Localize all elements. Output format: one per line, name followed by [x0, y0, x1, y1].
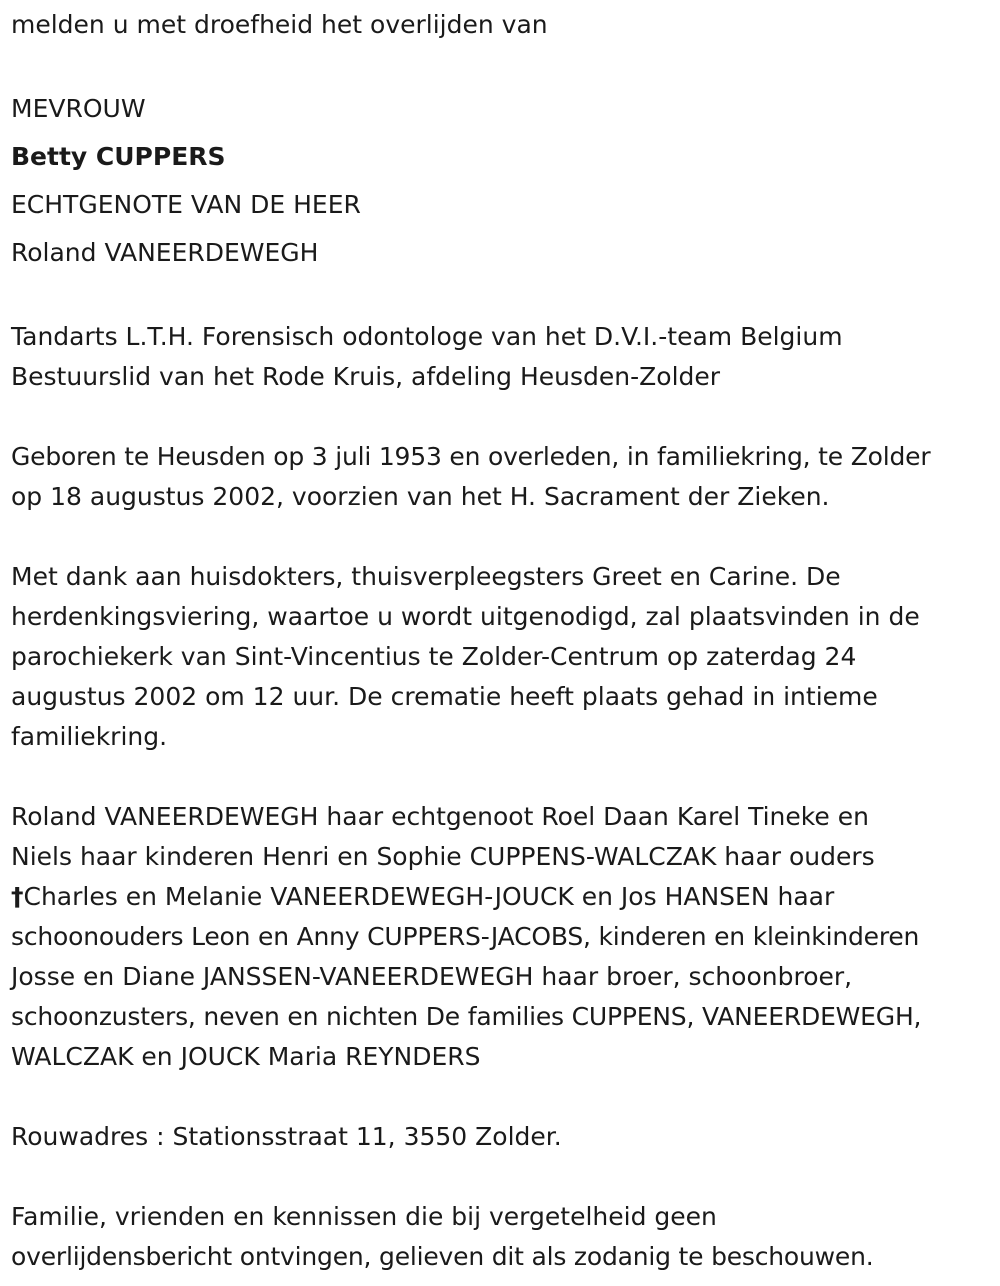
family-paragraph — [11, 797, 996, 1077]
spacer — [11, 1077, 996, 1117]
deceased-title-block — [11, 85, 996, 277]
obituary-document — [11, 5, 996, 1277]
thanks-line: parochiekerk van Sint-Vincentius te Zolder-Centrum op zaterdag 24 — [11, 642, 857, 671]
thanks-line: familiekring. — [11, 722, 168, 751]
birth-death-paragraph — [11, 437, 996, 517]
salutation: MEVROUW — [11, 94, 146, 123]
notice-line: Familie, vrienden en kennissen die bij vergetelheid geen — [11, 1202, 717, 1231]
spacer — [11, 757, 996, 797]
thanks-paragraph — [11, 557, 996, 757]
notice-paragraph — [11, 1197, 996, 1277]
family-line: schoonzusters, neven en nichten De families CUPPENS, VANEERDEWEGH, — [11, 1002, 922, 1031]
roles-paragraph — [11, 317, 996, 397]
roles-line: Tandarts L.T.H. Forensisch odontologe van het D.V.I.-team Belgium — [11, 322, 843, 351]
intro-text: melden u met droefheid het overlijden van — [11, 10, 548, 39]
roles-line: Bestuurslid van het Rode Kruis, afdeling Heusden-Zolder — [11, 362, 721, 391]
family-line: Niels haar kinderen Henri en Sophie CUPPENS-WALCZAK haar ouders — [11, 842, 875, 871]
spacer — [11, 517, 996, 557]
birth-death-line: op 18 augustus 2002, voorzien van het H. Sacrament der Zieken. — [11, 482, 830, 511]
mourning-address: Rouwadres : Stationsstraat 11, 3550 Zolder. — [11, 1122, 562, 1151]
spacer — [11, 397, 996, 437]
spacer — [11, 45, 996, 85]
spacer — [11, 1157, 996, 1197]
family-line-text: Charles en Melanie VANEERDEWEGH-JOUCK en Jos HANSEN haar — [23, 882, 835, 911]
thanks-line: herdenkingsviering, waartoe u wordt uitgenodigd, zal plaatsvinden in de — [11, 602, 920, 631]
deceased-name: Betty CUPPERS — [11, 142, 226, 171]
family-line — [11, 877, 996, 917]
thanks-line: augustus 2002 om 12 uur. De crematie heeft plaats gehad in intieme — [11, 682, 878, 711]
notice-line: overlijdensbericht ontvingen, gelieven dit als zodanig te beschouwen. — [11, 1242, 874, 1271]
family-line: schoonouders Leon en Anny CUPPERS-JACOBS, kinderen en kleinkinderen — [11, 922, 920, 951]
relation-text: ECHTGENOTE VAN DE HEER — [11, 190, 361, 219]
family-line: Roland VANEERDEWEGH haar echtgenoot Roel Daan Karel Tineke en — [11, 802, 869, 831]
family-line: Josse en Diane JANSSEN-VANEERDEWEGH haar broer, schoonbroer, — [11, 962, 853, 991]
spouse-name: Roland VANEERDEWEGH — [11, 238, 319, 267]
spacer — [11, 277, 996, 317]
cross-icon: † — [11, 882, 24, 911]
thanks-line: Met dank aan huisdokters, thuisverpleegsters Greet en Carine. De — [11, 562, 841, 591]
family-line: WALCZAK en JOUCK Maria REYNDERS — [11, 1042, 481, 1071]
birth-death-line: Geboren te Heusden op 3 juli 1953 en overleden, in familiekring, te Zolder — [11, 442, 931, 471]
